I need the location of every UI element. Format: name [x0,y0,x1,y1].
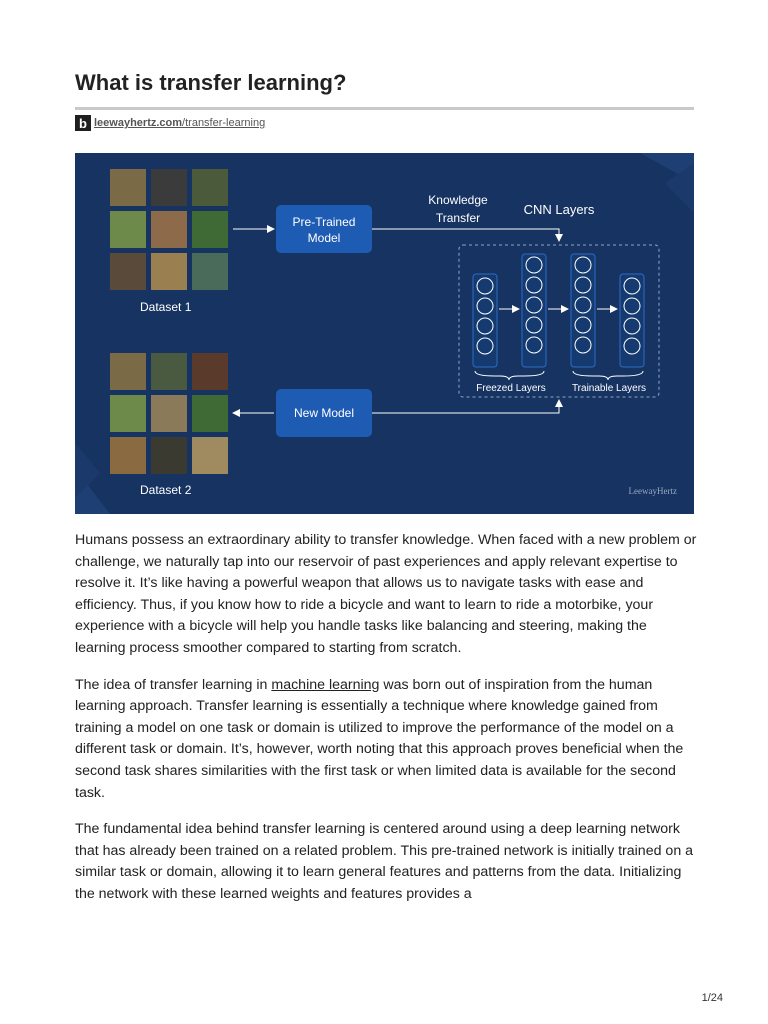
cnn-network [473,254,644,380]
dataset1-grid [110,169,228,290]
source-link[interactable] [94,117,265,129]
machine-learning-link[interactable]: machine learning [271,676,380,693]
animal-photo [151,353,187,390]
animal-photo [151,211,187,248]
animal-photo [192,437,228,474]
freezed-brace [475,371,544,380]
paragraph-1: Humans possess an extraordinary ability to transfer knowledge. When faced with a new problem or challenge, we naturally tap into our reservoir of past experiences and apply relevant expertise to resolve it. It’s like having a powerful weapon that allows us to navigate tasks with ease and efficiency. Thus, if you know how to ride a bicycle and want to learn to ride a motorbike, your experience with a bicycle will help you handle tasks like balancing and steering, making the learning process smoother compared to starting from scratch. [75,532,697,656]
trainable-brace [573,371,643,380]
title-divider [75,107,694,110]
freezed-layers-label: Freezed Layers [476,383,546,394]
animal-photo [192,395,228,432]
page-title: What is transfer learning? [75,70,347,95]
arrow-knowledge-transfer [372,229,559,241]
source-domain[interactable]: leewayhertz.com [94,117,183,129]
paragraph-2 [75,675,700,805]
trainable-layers-label: Trainable Layers [571,383,647,394]
pretrained-label-1: Pre-Trained [292,215,356,229]
paragraph-3: The fundamental idea behind transfer learning is centered around using a deep learning network that has already been trained on a related problem. This pre-trained network is initially trained on a similar task or domain, allowing it to learn general features and patterns from the data. Initializing the network with these learned weights and features provides a [75,821,694,902]
animal-photo [192,253,228,290]
dataset2-label: Dataset 2 [140,483,192,497]
diagram-svg [75,153,694,514]
arrow-to-new-model [372,406,559,413]
cnn-layers-label: CNN Layers [523,202,595,217]
layer-column [571,254,595,367]
arrow-head-up [555,399,563,407]
animal-photo [151,169,187,206]
paragraph-2-end: was born out of inspiration from the human learning approach. Transfer learning is essentially a technique where knowledge gained from training a model on one task or domain is utilized to improve the performance of the model on a different task or domain. It’s, however, worth noting that this approach proves beneficial when the second task shares similarities with the first task or when limited data is available for the second task. [75,676,684,801]
knowledge-label-1: Knowledge [428,193,488,207]
new-model-label: New Model [293,406,355,420]
animal-photo [110,211,146,248]
page-number: 1/24 [701,992,723,1004]
source-line [75,114,265,132]
animal-photo [192,211,228,248]
dataset1-label: Dataset 1 [140,300,192,314]
animal-photo [110,169,146,206]
layer-column [620,274,644,367]
transfer-learning-diagram [75,153,694,514]
site-logo-icon: b [75,115,91,131]
animal-photo [110,395,146,432]
source-path[interactable]: /transfer-learning [182,117,266,129]
knowledge-label-2: Transfer [435,211,481,225]
animal-photo [151,253,187,290]
animal-photo [110,353,146,390]
animal-photo [151,437,187,474]
animal-photo [110,253,146,290]
layer-column [473,274,497,367]
article-body [75,530,700,921]
pretrained-model-box [276,205,372,253]
animal-photo [192,353,228,390]
pretrained-label-2: Model [307,231,341,245]
animal-photo [151,395,187,432]
paragraph-2-start: The idea of transfer learning in [75,676,272,693]
animal-photo [110,437,146,474]
dataset2-grid [110,353,228,474]
layer-column [522,254,546,367]
watermark: LeewayHertz [628,486,677,496]
animal-photo [192,169,228,206]
